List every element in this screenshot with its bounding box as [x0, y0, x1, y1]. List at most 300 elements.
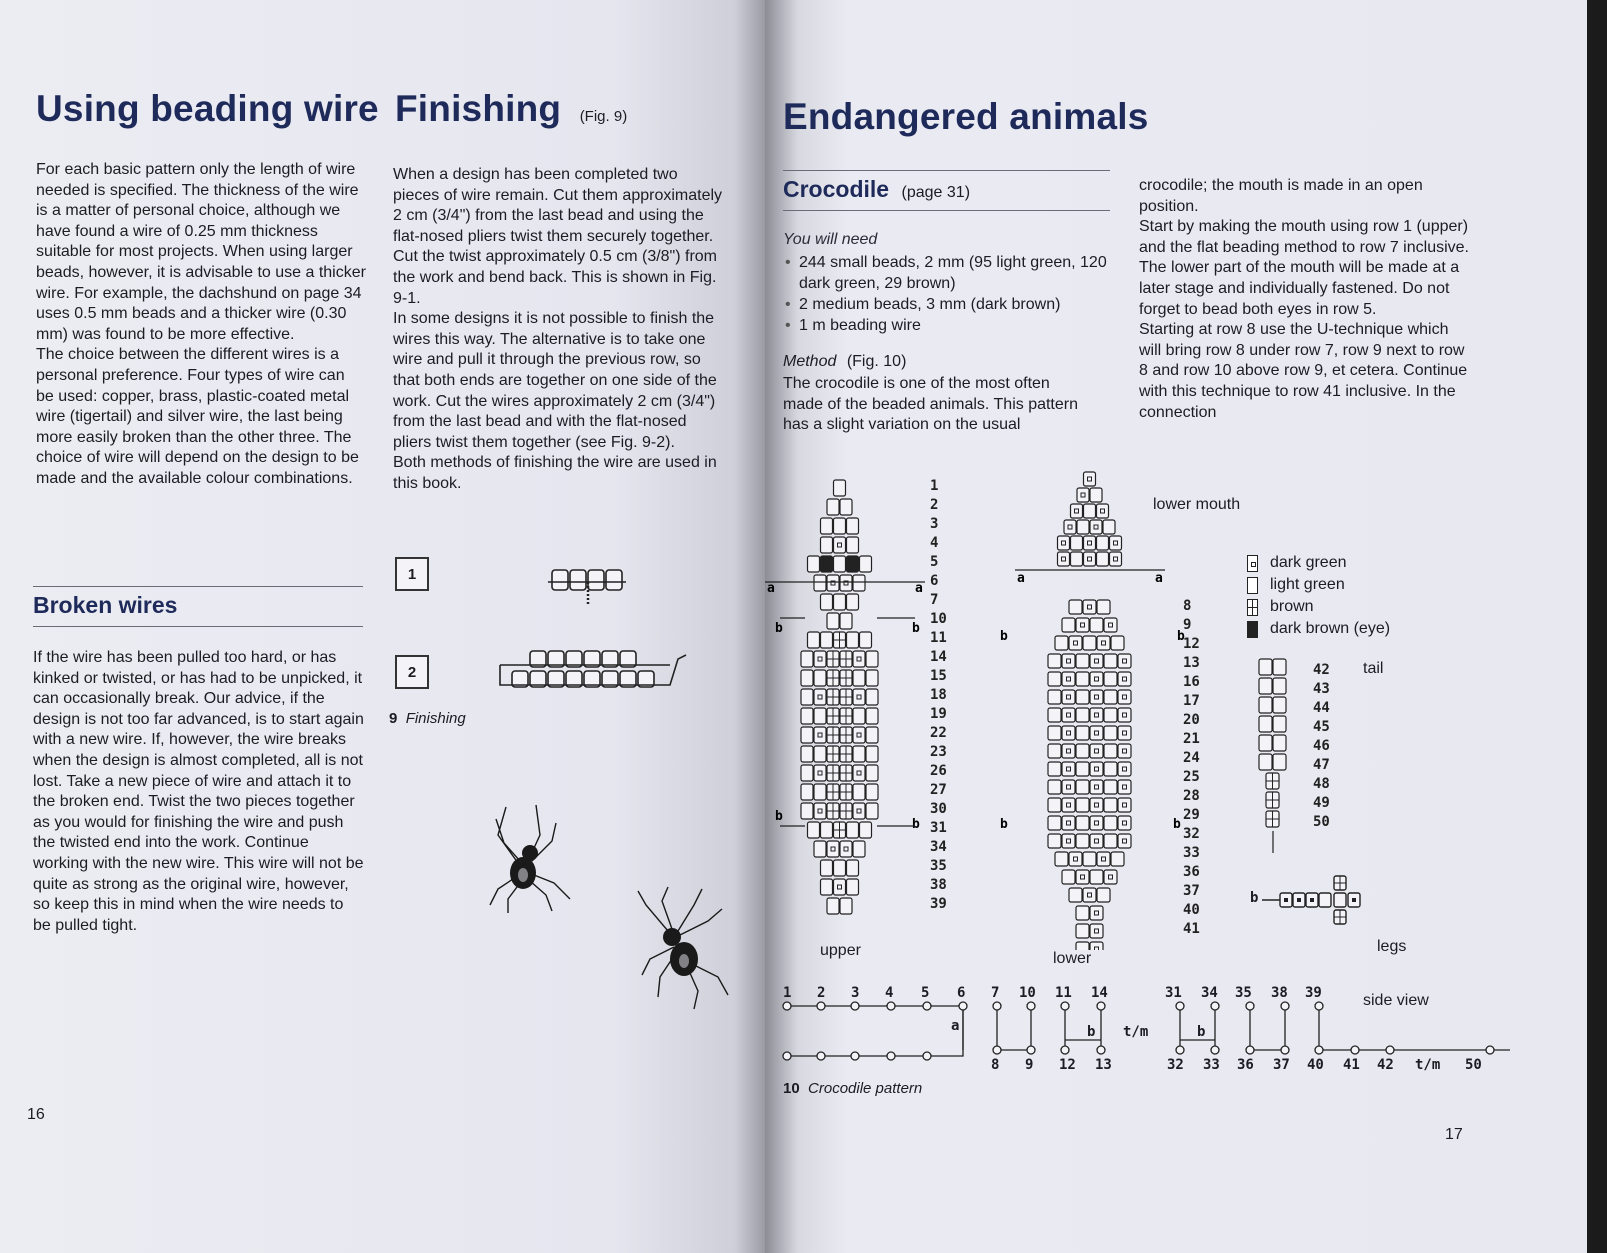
light-green-bead: [821, 822, 833, 838]
light-green-bead: [1097, 552, 1109, 566]
crocodile-lower-diagram: [995, 470, 1185, 950]
light-green-bead: [834, 860, 846, 876]
section-using-beading-wire-text: [36, 160, 366, 490]
light-green-bead: [801, 746, 813, 762]
light-green-bead: [808, 632, 820, 648]
crocodile-tail-diagram: [1253, 655, 1303, 860]
light-green-bead: [1259, 754, 1272, 770]
light-green-bead: [1077, 520, 1089, 534]
dark-green-bead: [1069, 852, 1082, 866]
paragraph: Starting at row 8 use the U-technique which will bring row 8 under row 7, row 9 next to row 8 and row 10 above row 9, et cetera. Continue with this technique to row 41 inclusive. In the connection: [1139, 321, 1468, 421]
dark-green-bead: [1062, 708, 1075, 722]
lower-row-number: 33: [1183, 845, 1200, 861]
side-marker-b: b: [1087, 1024, 1096, 1040]
light-green-bead: [1104, 798, 1117, 812]
light-green-bead: [1055, 636, 1068, 650]
brown-bead: [840, 651, 852, 667]
paragraph: Start by making the mouth using row 1 (upper) and the flat beading method to row 7 inclusive. The lower part of the mouth will be made at a later stage and individually fastened. Do not forget to bead both eyes in row 5.: [1139, 218, 1469, 318]
light-green-bead-icon: [1247, 577, 1258, 594]
dark-green-bead: [1083, 888, 1096, 902]
light-green-bead: [801, 689, 813, 705]
light-green-bead: [1071, 552, 1083, 566]
light-green-bead: [1083, 852, 1096, 866]
dark-green-bead: [1084, 552, 1096, 566]
brown-bead: [840, 689, 852, 705]
side-top-number: 11: [1055, 985, 1072, 1001]
light-green-bead: [1104, 780, 1117, 794]
dark-green-bead: [1090, 924, 1103, 938]
dark-green-bead: [1118, 708, 1131, 722]
upper-row-number: 38: [930, 877, 947, 893]
caption-number: 9: [389, 710, 398, 727]
light-green-bead: [1048, 834, 1061, 848]
light-green-bead: [866, 803, 878, 819]
paragraph: In some designs it is not possible to finish the wires this way. The alternative is to take one wire and pull it through the previous row, so that both ends are together on one side of the work. Cut the wires approximately 2 cm (3/4") from the last bead and with the flat-nosed pliers twist them together (see Fig. 9-2).: [393, 310, 717, 451]
light-green-bead: [1076, 798, 1089, 812]
upper-row-number: 10: [930, 611, 947, 627]
light-green-bead: [853, 575, 865, 591]
marker-label: b: [1000, 817, 1008, 832]
paragraph: If the wire has been pulled too hard, or has kinked or twisted, or has had to be unpicked, it can occasionally break. Our advice, if the design is not too far advanced, is to start again with a new wire. If, however, the wire breaks when the design is almost completed, all is not lost. Take a new piece of wire and attach it to the broken end. Twist the two pieces together as you would for finishing the wire and push the twisted end into the work. Continue working with the new wire. This wire will not be quite as strong as the original wire, however, so keep this in mind when the wire needs to be pulled tight.: [33, 649, 364, 934]
light-green-bead: [1111, 636, 1124, 650]
side-top-number: 39: [1305, 985, 1322, 1001]
side-bottom-number: 40: [1307, 1057, 1324, 1073]
dark-green-bead: [1090, 654, 1103, 668]
light-green-bead: [1259, 735, 1272, 751]
brown-bead: [840, 708, 852, 724]
upper-row-number: 1: [930, 478, 939, 494]
page-number: 17: [1445, 1126, 1463, 1143]
light-green-bead: [1273, 678, 1286, 694]
lower-row-number: 20: [1183, 712, 1200, 728]
lower-row-number: 36: [1183, 864, 1200, 880]
light-green-bead: [814, 575, 826, 591]
dark-green-bead: [1118, 672, 1131, 686]
brown-bead: [827, 651, 839, 667]
dark-green-bead: [834, 537, 846, 553]
lower-row-number: 16: [1183, 674, 1200, 690]
dark-green-bead: [840, 841, 852, 857]
lower-row-number: 29: [1183, 807, 1200, 823]
dark-green-bead: [814, 765, 826, 781]
light-green-bead: [1076, 708, 1089, 722]
label-lower: lower: [1053, 950, 1092, 967]
label-lower-mouth: lower mouth: [1153, 496, 1241, 513]
dark-green-bead: [1090, 942, 1103, 950]
brown-bead: [834, 822, 846, 838]
light-green-bead: [801, 803, 813, 819]
side-top-number: 1: [783, 985, 792, 1001]
light-green-bead: [847, 632, 859, 648]
side-bottom-number: 9: [1025, 1057, 1034, 1073]
method-heading: [783, 353, 906, 371]
dark-green-bead: [814, 651, 826, 667]
dark-green-bead: [853, 803, 865, 819]
side-marker-a: a: [951, 1018, 960, 1034]
tail-row-number: 45: [1313, 719, 1330, 735]
paragraph: Both methods of finishing the wire are used in this book.: [393, 454, 717, 492]
light-green-bead: [853, 708, 865, 724]
tail-row-number: 49: [1313, 795, 1330, 811]
side-bottom-number: 8: [991, 1057, 1000, 1073]
upper-row-number: 14: [930, 649, 947, 665]
light-green-bead: [840, 898, 852, 914]
side-bottom-number: 32: [1167, 1057, 1184, 1073]
divider: [783, 210, 1110, 211]
light-green-bead: [801, 727, 813, 743]
heading-broken-wires: Broken wires: [33, 592, 178, 618]
dark-green-bead: [1062, 762, 1075, 776]
you-will-need-label: You will need: [783, 231, 878, 248]
dark-green-bead: [1118, 780, 1131, 794]
legend: [1247, 552, 1390, 640]
light-green-bead: [827, 499, 839, 515]
light-green-bead: [853, 841, 865, 857]
side-bottom-number: 50: [1465, 1057, 1482, 1073]
dark-green-bead: [1097, 636, 1110, 650]
lower-row-number: 12: [1183, 636, 1200, 652]
light-green-bead: [1076, 672, 1089, 686]
light-green-bead: [1048, 816, 1061, 830]
light-green-bead: [1076, 780, 1089, 794]
brown-bead: [840, 727, 852, 743]
light-green-bead: [814, 670, 826, 686]
dark-brown-bead: [847, 556, 859, 572]
light-green-bead: [866, 765, 878, 781]
light-green-bead: [814, 708, 826, 724]
brown-bead: [827, 727, 839, 743]
method-ref: (Fig. 10): [846, 353, 907, 370]
legs-marker-b: b: [1250, 890, 1259, 906]
side-top-number: 34: [1201, 985, 1218, 1001]
marker-label: b: [775, 621, 783, 636]
dark-green-bead: [1084, 536, 1096, 550]
dark-green-bead: [1062, 834, 1075, 848]
light-green-bead: [866, 784, 878, 800]
light-green-bead: [1069, 600, 1082, 614]
marker-label: a: [767, 581, 775, 596]
light-green-bead: [1048, 690, 1061, 704]
dark-green-bead: [1064, 520, 1076, 534]
dark-green-bead: [827, 575, 839, 591]
light-green-bead: [866, 689, 878, 705]
upper-row-number: 6: [930, 573, 939, 589]
light-green-bead: [827, 613, 839, 629]
brown-bead: [827, 765, 839, 781]
light-green-bead: [866, 670, 878, 686]
spider-illustration: [628, 885, 738, 1015]
light-green-bead: [814, 746, 826, 762]
light-green-bead: [866, 727, 878, 743]
dark-green-bead: [1090, 708, 1103, 722]
light-green-bead: [801, 670, 813, 686]
brown-bead: [1266, 792, 1279, 808]
figure-9-caption: [389, 710, 466, 727]
light-green-bead: [834, 518, 846, 534]
side-bottom-number: 12: [1059, 1057, 1076, 1073]
light-green-bead: [821, 537, 833, 553]
light-green-bead: [1104, 834, 1117, 848]
marker-label: a: [1155, 571, 1163, 586]
upper-row-number: 7: [930, 592, 939, 608]
dark-green-bead: [1118, 816, 1131, 830]
dark-green-bead: [1118, 726, 1131, 740]
light-green-bead: [814, 784, 826, 800]
dark-green-bead: [1062, 744, 1075, 758]
brown-bead: [827, 803, 839, 819]
marker-label: b: [1177, 629, 1185, 644]
brown-bead: [840, 670, 852, 686]
light-green-bead: [808, 822, 820, 838]
light-green-bead: [1076, 690, 1089, 704]
light-green-bead: [1076, 726, 1089, 740]
right-page: [765, 0, 1587, 1253]
side-marker-b: b: [1197, 1024, 1206, 1040]
dark-green-bead: [1062, 672, 1075, 686]
crocodile-legs-diagram: [1260, 870, 1380, 930]
upper-row-number: 19: [930, 706, 947, 722]
light-green-bead: [834, 480, 846, 496]
page-ref: (page 31): [901, 184, 971, 201]
dark-green-bead: [1090, 834, 1103, 848]
side-bottom-number: t/m: [1415, 1057, 1441, 1073]
dark-green-bead: [814, 727, 826, 743]
lower-row-number: 40: [1183, 902, 1200, 918]
legend-item-light-green: [1247, 574, 1390, 596]
tail-row-number: 46: [1313, 738, 1330, 754]
light-green-bead: [808, 556, 820, 572]
method-text: The crocodile is one of the most often made of the beaded animals. This pattern has a slight variation on the usual: [783, 375, 1078, 434]
light-green-bead: [1048, 762, 1061, 776]
light-green-bead: [1048, 708, 1061, 722]
dark-green-bead: [1062, 780, 1075, 794]
spider-illustration: [478, 795, 578, 915]
light-green-bead: [1048, 744, 1061, 758]
light-green-bead: [821, 879, 833, 895]
light-green-bead: [1273, 716, 1286, 732]
paragraph: When a design has been completed two pieces of wire remain. Cut them approximately 2 cm (3/4") from the last bead and using the flat-nosed pliers twist them securely together. Cut the twist approximately 0.5 cm (3/8") from the work and bend back. This is shown in Fig. 9-1.: [393, 166, 723, 307]
section-finishing-text: [393, 165, 723, 495]
dark-green-bead: [814, 689, 826, 705]
dark-green-bead: [834, 879, 846, 895]
legend-item-brown: [1247, 596, 1390, 618]
light-green-bead: [1048, 726, 1061, 740]
dark-brown-bead: [821, 556, 833, 572]
light-green-bead: [821, 860, 833, 876]
divider: [33, 626, 363, 627]
light-green-bead: [801, 765, 813, 781]
dark-green-bead: [1058, 536, 1070, 550]
upper-row-number: 22: [930, 725, 947, 741]
dark-green-bead: [1090, 690, 1103, 704]
dark-green-bead: [1062, 654, 1075, 668]
dark-green-bead: [1058, 552, 1070, 566]
light-green-bead: [801, 784, 813, 800]
dark-green-bead: [1062, 726, 1075, 740]
light-green-bead: [1076, 816, 1089, 830]
dark-green-bead: [1118, 834, 1131, 848]
side-top-number: 2: [817, 985, 826, 1001]
dark-green-bead: [840, 575, 852, 591]
dark-green-bead: [1071, 504, 1083, 518]
lower-row-number: 17: [1183, 693, 1200, 709]
light-green-bead: [847, 537, 859, 553]
upper-row-numbers: [930, 478, 960, 918]
light-green-bead: [1097, 600, 1110, 614]
dark-green-bead: [1090, 816, 1103, 830]
light-green-bead: [821, 594, 833, 610]
light-green-bead: [801, 651, 813, 667]
light-green-bead: [1076, 924, 1089, 938]
lower-row-number: 41: [1183, 921, 1200, 937]
upper-row-number: 26: [930, 763, 947, 779]
light-green-bead: [1104, 744, 1117, 758]
light-green-bead: [1104, 672, 1117, 686]
side-top-number: 35: [1235, 985, 1252, 1001]
crocodile-side-view-diagram: [765, 1000, 1545, 1062]
legend-label: brown: [1270, 598, 1314, 615]
tail-row-number: 44: [1313, 700, 1330, 716]
dark-green-bead-icon: [1247, 555, 1258, 572]
marker-label: b: [1000, 629, 1008, 644]
dark-green-bead: [1104, 870, 1117, 884]
brown-bead: [827, 746, 839, 762]
brown-bead: [827, 784, 839, 800]
light-green-bead: [1062, 870, 1075, 884]
dark-green-bead: [853, 651, 865, 667]
crocodile-upper-diagram: [765, 470, 945, 920]
heading-finishing: Finishing: [395, 88, 562, 129]
light-green-bead: [847, 518, 859, 534]
dark-green-bead: [1090, 780, 1103, 794]
paragraph: crocodile; the mouth is made in an open position.: [1139, 177, 1423, 215]
paragraph: For each basic pattern only the length of wire needed is specified. The thickness of the wire is a matter of personal choice, although we have found a wire of 0.25 mm thickness suitable for most projects. When using larger beads, however, it is advisable to use a thicker wire. For example, the dachshund on page 34 uses 0.5 mm beads and a thicker wire (0.30 mm) was found to be more effective.: [36, 161, 366, 343]
marker-label: b: [1173, 817, 1181, 832]
tail-row-number: 48: [1313, 776, 1330, 792]
dark-green-bead: [1090, 520, 1102, 534]
upper-row-number: 34: [930, 839, 947, 855]
tail-row-numbers: [1313, 662, 1343, 862]
dark-green-bead: [1118, 798, 1131, 812]
dark-green-bead: [1110, 536, 1122, 550]
figure-9-1-diagram: [540, 560, 640, 610]
upper-row-number: 11: [930, 630, 947, 646]
legend-item-dark-brown: [1247, 618, 1390, 640]
light-green-bead: [1104, 708, 1117, 722]
materials-list: [783, 252, 1113, 336]
tail-row-number: 42: [1313, 662, 1330, 678]
light-green-bead: [1069, 888, 1082, 902]
dark-brown-bead-icon: [1247, 621, 1258, 638]
dark-green-bead: [1062, 816, 1075, 830]
light-green-bead: [847, 822, 859, 838]
brown-bead: [1266, 773, 1279, 789]
list-item: • 244 small beads, 2 mm (95 light green, 120 dark green, 29 brown): [783, 252, 1113, 294]
upper-row-number: 35: [930, 858, 947, 874]
tail-row-number: 47: [1313, 757, 1330, 773]
light-green-bead: [1104, 762, 1117, 776]
label-tail: tail: [1363, 660, 1384, 677]
divider: [33, 586, 363, 587]
side-bottom-number: 37: [1273, 1057, 1290, 1073]
marker-label: b: [912, 817, 920, 832]
side-top-number: 4: [885, 985, 894, 1001]
dark-green-bead: [814, 803, 826, 819]
dark-green-bead: [1090, 744, 1103, 758]
marker-label: b: [775, 809, 783, 824]
light-green-bead: [801, 708, 813, 724]
light-green-bead: [834, 594, 846, 610]
light-green-bead: [860, 822, 872, 838]
marker-label: b: [912, 621, 920, 636]
light-green-bead: [1071, 536, 1083, 550]
brown-bead: [827, 670, 839, 686]
light-green-bead: [1048, 654, 1061, 668]
light-green-bead: [847, 879, 859, 895]
light-green-bead: [1273, 659, 1286, 675]
brown-bead-icon: [1247, 599, 1258, 616]
side-top-number: 38: [1271, 985, 1288, 1001]
side-top-number: 7: [991, 985, 1000, 1001]
light-green-bead: [821, 518, 833, 534]
brown-bead: [840, 746, 852, 762]
light-green-bead: [1104, 726, 1117, 740]
lower-row-numbers: [1183, 598, 1213, 938]
dark-green-bead: [1097, 504, 1109, 518]
light-green-bead: [840, 613, 852, 629]
light-green-bead: [1111, 852, 1124, 866]
dark-green-bead: [1090, 762, 1103, 776]
side-top-number: 5: [921, 985, 930, 1001]
light-green-bead: [1048, 672, 1061, 686]
dark-green-bead: [1118, 654, 1131, 668]
dark-green-bead: [1090, 906, 1103, 920]
light-green-bead: [1104, 816, 1117, 830]
caption-text: Crocodile pattern: [808, 1080, 923, 1097]
legend-label: dark brown (eye): [1270, 620, 1391, 637]
dark-green-bead: [1090, 672, 1103, 686]
label-upper: upper: [820, 942, 861, 959]
upper-row-number: 18: [930, 687, 947, 703]
brown-bead: [827, 708, 839, 724]
paragraph: The choice between the different wires is a personal preference. Four types of wire can be used: copper, brass, plastic-coated metal wire (tigertail) and silver wire, the last being more easily broken than the other three. The choice of wire will depend on the design to be made and the available colour combinations.: [36, 346, 359, 487]
dark-green-bead: [1118, 690, 1131, 704]
brown-bead: [1266, 811, 1279, 827]
light-green-bead: [1273, 735, 1286, 751]
subtitle-crocodile-group: [783, 176, 970, 203]
figure-9-2-diagram: [490, 645, 700, 695]
upper-row-number: 5: [930, 554, 939, 570]
side-bottom-number: 41: [1343, 1057, 1360, 1073]
light-green-bead: [1273, 754, 1286, 770]
light-green-bead: [1062, 618, 1075, 632]
light-green-bead: [847, 860, 859, 876]
figure-10-caption: [783, 1080, 922, 1097]
lower-row-number: 25: [1183, 769, 1200, 785]
light-green-bead: [1259, 697, 1272, 713]
dark-green-bead: [1110, 552, 1122, 566]
legend-label: dark green: [1270, 554, 1347, 571]
side-top-number: 6: [957, 985, 966, 1001]
light-green-bead: [1076, 654, 1089, 668]
upper-row-number: 30: [930, 801, 947, 817]
method-text-continued: [1139, 176, 1474, 423]
light-green-bead: [821, 632, 833, 648]
dark-green-bead: [1084, 472, 1096, 486]
light-green-bead: [866, 651, 878, 667]
dark-green-bead: [1118, 762, 1131, 776]
light-green-bead: [866, 746, 878, 762]
